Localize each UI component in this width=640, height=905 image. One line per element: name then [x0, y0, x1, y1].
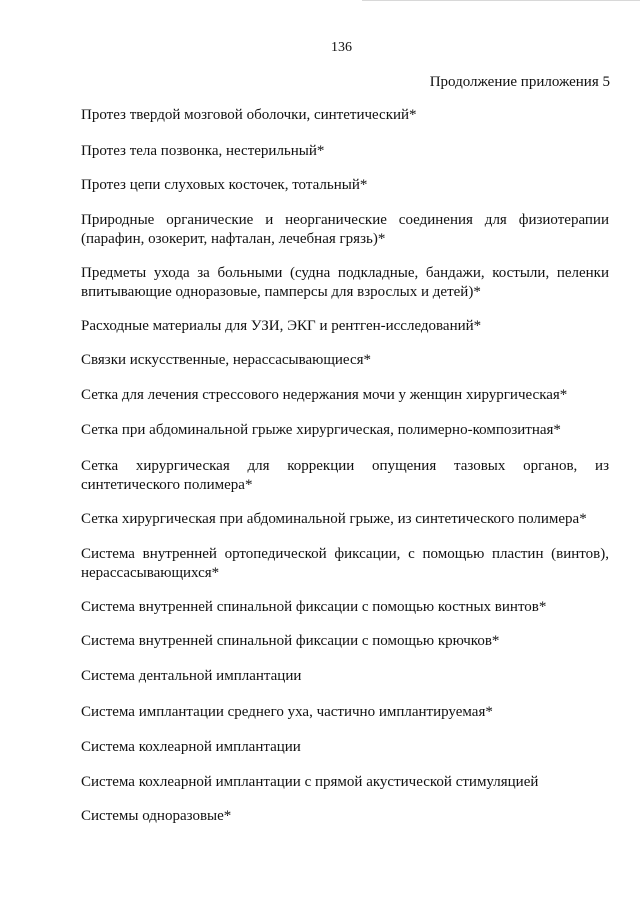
list-item: Предметы ухода за больными (судна подкладные, бандажи, костыли, пеленки впитывающие одноразовые, памперсы для взрослых и детей)*: [81, 265, 609, 300]
appendix-continuation-label: Продолжение приложения 5: [429, 74, 610, 90]
list-item: Система внутренней спинальной фиксации с помощью костных винтов*: [81, 599, 547, 615]
list-item: Протез твердой мозговой оболочки, синтетический*: [81, 107, 417, 123]
list-item: Системы одноразовые*: [81, 808, 232, 824]
list-item: Сетка при абдоминальной грыже хирургическая, полимерно-композитная*: [81, 422, 561, 438]
list-item: Протез цепи слуховых косточек, тотальный*: [81, 177, 368, 193]
list-item: Система кохлеарной имплантации с прямой акустической стимуляцией: [81, 774, 539, 790]
list-item: Расходные материалы для УЗИ, ЭКГ и рентген-исследований*: [81, 318, 482, 334]
list-item: Сетка для лечения стрессового недержания мочи у женщин хирургическая*: [81, 387, 568, 403]
list-item: Сетка хирургическая для коррекции опущения тазовых органов, из синтетического полимера*: [81, 458, 609, 493]
list-item: Система кохлеарной имплантации: [81, 739, 301, 755]
top-edge-rule: [362, 0, 640, 3]
list-item: Связки искусственные, нерассасывающиеся*: [81, 352, 372, 368]
list-item: Протез тела позвонка, нестерильный*: [81, 143, 325, 159]
list-item: Природные органические и неорганические соединения для физиотерапии (парафин, озокерит, нафталан, лечебная грязь)*: [81, 212, 609, 247]
list-item: Система внутренней ортопедической фиксации, с помощью пластин (винтов), нерассасывающихся*: [81, 546, 609, 581]
list-item: Система дентальной имплантации: [81, 668, 302, 684]
list-item: Система имплантации среднего уха, частично имплантируемая*: [81, 704, 493, 720]
list-item: Система внутренней спинальной фиксации с помощью крючков*: [81, 633, 500, 649]
list-item: Сетка хирургическая при абдоминальной грыже, из синтетического полимера*: [81, 511, 587, 527]
page-number: 136: [331, 40, 352, 55]
